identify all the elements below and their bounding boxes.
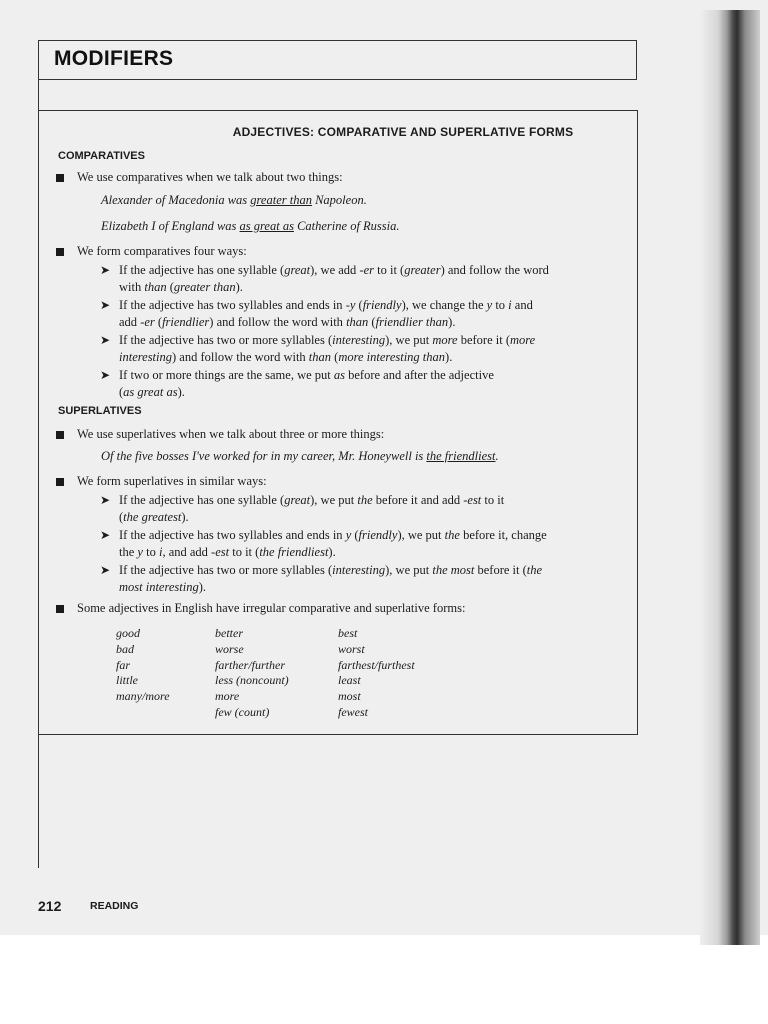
comparatives-bullet-1: We use comparatives when we talk about two things: (77, 170, 343, 184)
positive-forms-column (116, 626, 170, 705)
arrowhead-bullet-icon: ➤ (100, 333, 111, 347)
form-word: little (116, 673, 138, 688)
form-word: few (count) (215, 704, 270, 719)
form-word: least (338, 673, 361, 688)
form-word: farthest/furthest (338, 657, 415, 672)
square-bullet-icon (56, 431, 64, 439)
form-word: less (noncount) (215, 673, 289, 688)
form-word: fewest (338, 704, 368, 719)
form-word: more (215, 689, 240, 704)
square-bullet-icon (56, 248, 64, 256)
book-spine-shadow (700, 10, 760, 945)
arrowhead-bullet-icon: ➤ (100, 368, 111, 382)
comparative-rule-2-line-2: add -er (friendlier) and follow the word with than (friendlier than). (119, 315, 456, 329)
arrowhead-bullet-icon: ➤ (100, 298, 111, 312)
superlatives-bullet-1: We use superlatives when we talk about three or more things: (77, 427, 385, 441)
arrowhead-bullet-icon: ➤ (100, 528, 111, 542)
superlative-rule-3-line-1: If the adjective has two or more syllables (interesting), we put the most before it (the (119, 563, 543, 577)
form-word: far (116, 657, 131, 672)
form-word: best (338, 626, 358, 640)
superlative-example: Of the five bosses I've worked for in my career, Mr. Honeywell is the friendliest. (101, 449, 499, 463)
superlatives-bullet-2: We form superlatives in similar ways: (77, 474, 267, 488)
page-number: 212 (38, 898, 62, 914)
comparative-example-1: Alexander of Macedonia was greater than Napoleon. (101, 193, 367, 207)
running-footer-section: READING (90, 900, 139, 912)
form-word: better (215, 626, 243, 640)
form-word: most (338, 689, 361, 704)
comparative-rule-4-line-1: If two or more things are the same, we put as before and after the adjective (119, 368, 494, 382)
comparative-forms-column (215, 626, 289, 721)
superlative-rule-2-line-1: If the adjective has two syllables and ends in y (friendly), we put the before it, change (119, 528, 547, 542)
section-heading-text: ADJECTIVES: COMPARATIVE AND SUPERLATIVE FORMS (232, 125, 574, 139)
superlatives-subhead: SUPERLATIVES (58, 405, 142, 417)
page-title: MODIFIERS (54, 47, 174, 70)
comparative-rule-1-line-1: If the adjective has one syllable (great), we add -er to it (greater) and follow the word (119, 263, 549, 277)
title-box (38, 40, 637, 80)
form-word: worst (338, 641, 365, 656)
superlative-forms-column (338, 626, 415, 721)
square-bullet-icon (56, 174, 64, 182)
comparative-rule-2-line-1: If the adjective has two syllables and ends in -y (friendly), we change the y to i and (119, 298, 533, 312)
arrowhead-bullet-icon: ➤ (100, 493, 111, 507)
section-heading (0, 125, 768, 139)
square-bullet-icon (56, 478, 64, 486)
comparative-rule-1-line-2: with than (greater than). (119, 280, 243, 294)
square-bullet-icon (56, 605, 64, 613)
form-word: bad (116, 641, 134, 656)
superlative-rule-3-line-2: most interesting). (119, 580, 207, 594)
comparative-rule-3-line-1: If the adjective has two or more syllables (interesting), we put more before it (more (119, 333, 536, 347)
arrowhead-bullet-icon: ➤ (100, 263, 111, 277)
superlative-rule-2-line-2: the y to i, and add -est to it (the friendliest). (119, 545, 336, 559)
form-word: good (116, 626, 140, 640)
comparative-rule-3-line-2: interesting) and follow the word with than (more interesting than). (119, 350, 453, 364)
comparatives-bullet-2: We form comparatives four ways: (77, 244, 247, 258)
comparative-rule-4-line-2: (as great as). (119, 385, 185, 399)
form-word: worse (215, 641, 244, 656)
superlative-rule-1-line-2: (the greatest). (119, 510, 189, 524)
irregular-bullet: Some adjectives in English have irregular comparative and superlative forms: (77, 601, 466, 615)
form-word: many/more (116, 689, 170, 704)
arrowhead-bullet-icon: ➤ (100, 563, 111, 577)
form-word: farther/further (215, 657, 286, 672)
comparatives-subhead: COMPARATIVES (58, 150, 145, 162)
superlative-rule-1-line-1: If the adjective has one syllable (great), we put the before it and add -est to it (119, 493, 505, 507)
comparative-example-2: Elizabeth I of England was as great as Catherine of Russia. (101, 219, 400, 233)
